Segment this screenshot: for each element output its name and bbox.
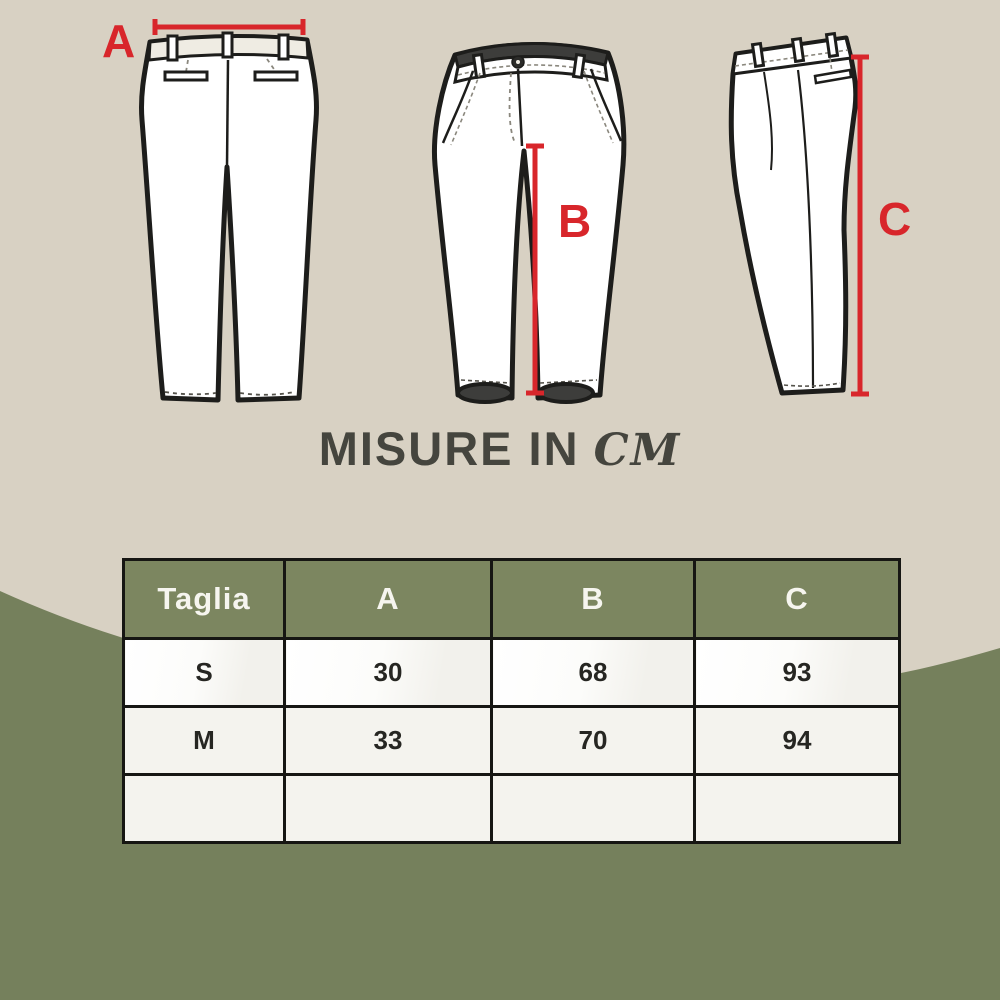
size-table: [122, 558, 901, 844]
table-row-m: [124, 707, 900, 775]
size-cell: [124, 775, 285, 843]
header-c: C: [695, 560, 900, 639]
value-cell-a: [285, 775, 492, 843]
pants-side-outline: [731, 38, 856, 393]
center-back-seam: [227, 60, 228, 167]
header-taglia: Taglia: [124, 560, 285, 639]
measure-label-c: C: [878, 193, 913, 245]
size-cell: S: [124, 639, 285, 707]
value-cell-a: 30: [285, 639, 492, 707]
size-cell: M: [124, 707, 285, 775]
unit-label: CM: [593, 425, 682, 476]
waist-button-hole: [516, 60, 520, 64]
header-b: B: [492, 560, 695, 639]
table-row-s: [124, 639, 900, 707]
header-a: A: [285, 560, 492, 639]
value-cell-b: 70: [492, 707, 695, 775]
value-cell-c: [695, 775, 900, 843]
pants-side-view-illustration: [720, 30, 885, 410]
page-title: MISURE IN: [318, 422, 580, 475]
table-row-empty: [124, 775, 900, 843]
size-table-header-row: [124, 560, 900, 639]
value-cell-b: 68: [492, 639, 695, 707]
pants-back-outline: [141, 36, 316, 400]
value-cell-a: 33: [285, 707, 492, 775]
measure-label-a: A: [102, 15, 137, 67]
title-row: [0, 421, 1000, 476]
value-cell-b: [492, 775, 695, 843]
value-cell-c: 93: [695, 639, 900, 707]
pants-front-view-illustration: [425, 25, 645, 415]
measure-label-b: B: [558, 195, 593, 247]
pants-back-view-illustration: [95, 15, 375, 415]
leg-openings-dark: [458, 384, 593, 402]
value-cell-c: 94: [695, 707, 900, 775]
